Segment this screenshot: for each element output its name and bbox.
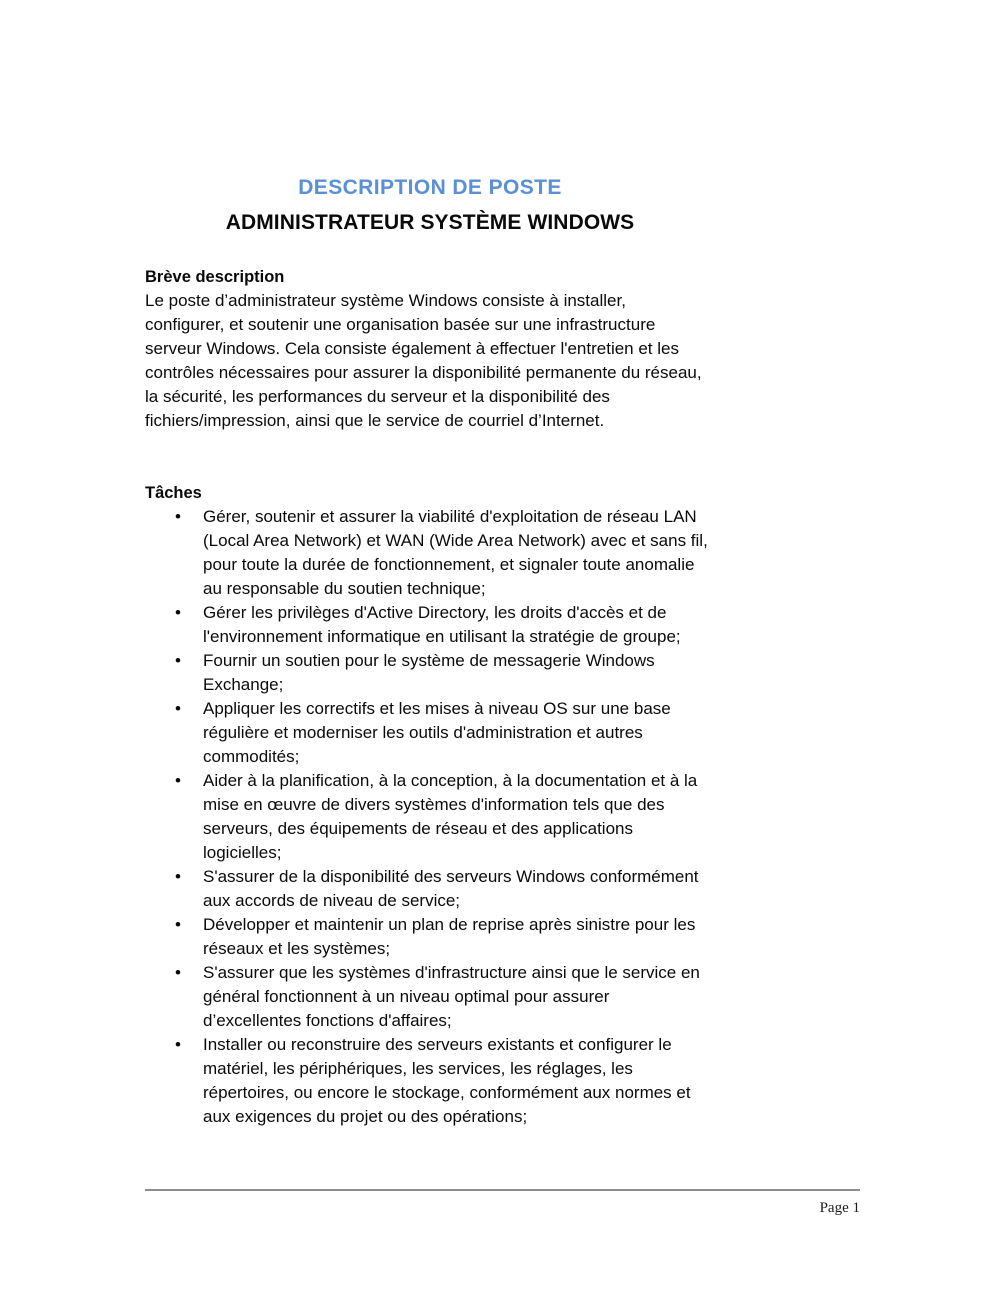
task-list-item xyxy=(145,913,708,961)
bullet-icon: • xyxy=(175,603,181,622)
bullet-icon: • xyxy=(175,699,181,718)
task-list-item-label: Aider à la planification, à la conception, à la documentation et à la mise en œuvre de divers systèmes d'information tels que des serveurs, des équipements de réseau et des applications logicielles; xyxy=(203,771,698,862)
section-heading-brief-description: Brève description xyxy=(145,268,285,286)
brief-description-paragraph: Le poste d’administrateur système Windows consiste à installer, configurer, et soutenir une organisation basée sur une infrastructure serveur Windows. Cela consiste également à effectuer l'entretien et les contrôles nécessaires pour assurer la disponibilité permanente du réseau, la sécurité, les performances du serveur et la disponibilité des fichiers/impression, ainsi que le service de courriel d’Internet. xyxy=(145,291,702,430)
section-heading-tasks: Tâches xyxy=(145,484,202,502)
task-list-item-label: Installer ou reconstruire des serveurs existants et configurer le matériel, les périphériques, les services, les réglages, les répertoires, ou encore le stockage, conformément aux normes et aux exigences du projet ou des opérations; xyxy=(203,1035,691,1126)
task-list-item-label: Fournir un soutien pour le système de messagerie Windows Exchange; xyxy=(203,651,655,694)
task-list-item xyxy=(145,769,708,865)
document-subtitle: ADMINISTRATEUR SYSTÈME WINDOWS xyxy=(225,211,635,234)
bullet-icon: • xyxy=(175,771,181,790)
tasks-list xyxy=(145,505,715,1129)
document-body xyxy=(145,265,715,1129)
task-list-item-label: S'assurer que les systèmes d'infrastructure ainsi que le service en général fonctionnent à un niveau optimal pour assurer d’excellentes fonctions d'affaires; xyxy=(203,963,700,1030)
task-list-item-label: S'assurer de la disponibilité des serveurs Windows conformément aux accords de niveau de service; xyxy=(203,867,699,910)
task-list-item xyxy=(145,505,708,601)
bullet-icon: • xyxy=(175,1035,181,1054)
footer-divider xyxy=(145,1189,860,1191)
task-list-item xyxy=(145,1033,708,1129)
bullet-icon: • xyxy=(175,507,181,526)
document-title: DESCRIPTION DE POSTE xyxy=(298,176,562,199)
task-list-item xyxy=(145,649,708,697)
task-list-item xyxy=(145,865,708,913)
task-list-item-label: Gérer, soutenir et assurer la viabilité d'exploitation de réseau LAN (Local Area Network) et WAN (Wide Area Network) avec et sans fil, pour toute la durée de fonctionnement, et signaler toute anomalie au responsable du soutien technique; xyxy=(203,507,708,598)
bullet-icon: • xyxy=(175,915,181,934)
bullet-icon: • xyxy=(175,651,181,670)
task-list-item-label: Développer et maintenir un plan de reprise après sinistre pour les réseaux et les systèmes; xyxy=(203,915,696,958)
page-footer xyxy=(145,1189,860,1217)
task-list-item-label: Appliquer les correctifs et les mises à niveau OS sur une base régulière et moderniser les outils d'administration et autres commodités; xyxy=(203,699,671,766)
task-list-item-label: Gérer les privilèges d'Active Directory, les droits d'accès et de l'environnement informatique en utilisant la stratégie de groupe; xyxy=(203,603,681,646)
bullet-icon: • xyxy=(175,867,181,886)
section-spacer xyxy=(145,433,715,481)
task-list-item xyxy=(145,601,708,649)
page-number: Page 1 xyxy=(819,1200,860,1216)
task-list-item xyxy=(145,697,708,769)
bullet-icon: • xyxy=(175,963,181,982)
task-list-item xyxy=(145,961,708,1033)
